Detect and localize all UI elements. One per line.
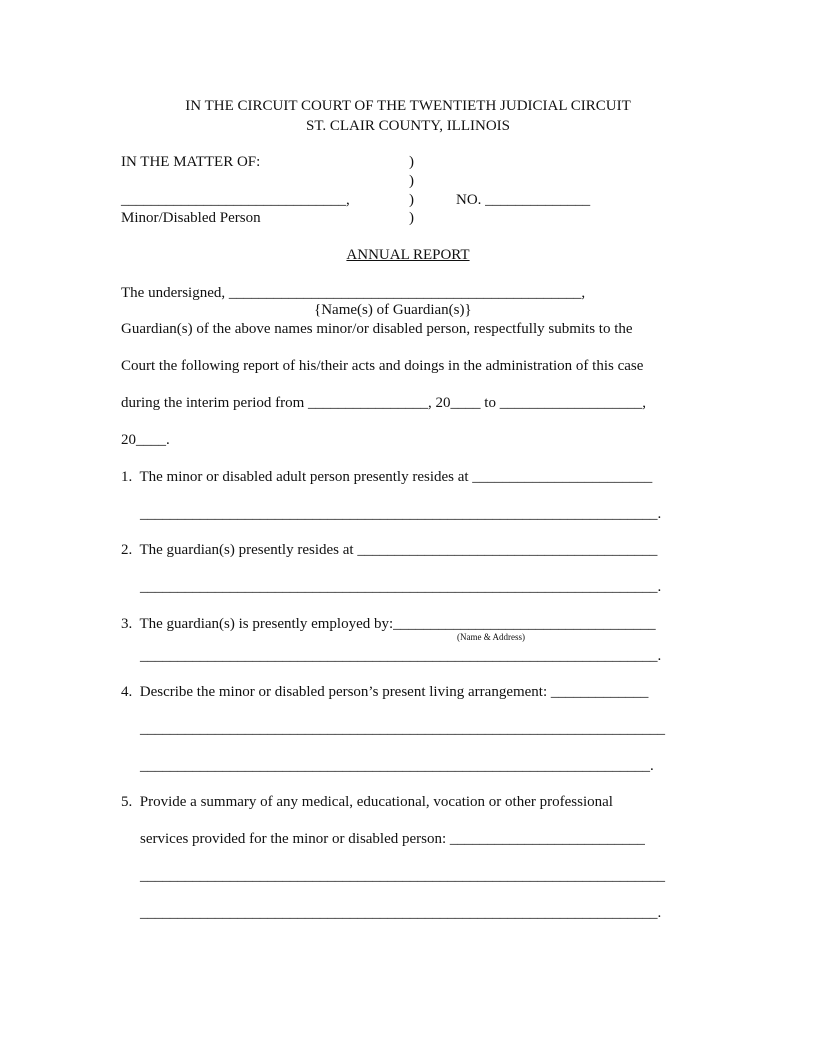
document-title: ANNUAL REPORT [346,247,470,263]
period-fields[interactable]: during the interim period from ________________, 20____ to ___________________, [121,395,646,411]
party-label: Minor/Disabled Person [121,210,261,226]
caption-paren: ) [409,210,414,226]
item-5-services-field[interactable]: services provided for the minor or disabled person: __________________________ [140,831,645,847]
caption-paren: ) [409,173,414,189]
item-3-guardian-employer[interactable]: 3. The guardian(s) is presently employed by:___________________________________ [121,616,656,632]
item-2-blank-line[interactable]: _____________________________________________________________________. [140,579,662,595]
item-4-living-arrangement[interactable]: 4. Describe the minor or disabled person’s present living arrangement: _____________ [121,684,649,700]
intro-text: Court the following report of his/their acts and doings in the administration of this case [121,358,644,374]
item-1-minor-residence[interactable]: 1. The minor or disabled adult person presently resides at ________________________ [121,469,653,485]
employer-caption: (Name & Address) [457,632,525,642]
item-3-blank-line[interactable]: _____________________________________________________________________. [140,648,662,664]
item-2-guardian-residence[interactable]: 2. The guardian(s) presently resides at ________________________________________ [121,542,658,558]
item-5-blank-line[interactable]: ______________________________________________________________________ [140,868,665,884]
item-5-services-text: 5. Provide a summary of any medical, educational, vocation or other professional [121,794,613,810]
item-5-blank-line[interactable]: _____________________________________________________________________. [140,905,662,921]
county-name: ST. CLAIR COUNTY, ILLINOIS [305,118,511,134]
guardian-name-caption: {Name(s) of Guardian(s)} [314,302,472,318]
minor-name-field[interactable]: ______________________________, [121,192,350,208]
court-name: IN THE CIRCUIT COURT OF THE TWENTIETH JUDICIAL CIRCUIT [185,98,631,114]
period-year-field[interactable]: 20____. [121,432,170,448]
item-4-blank-line[interactable]: ______________________________________________________________________ [140,721,665,737]
caption-paren: ) [409,192,414,208]
item-1-blank-line[interactable]: _____________________________________________________________________. [140,506,662,522]
case-number-field[interactable]: NO. ______________ [456,192,591,208]
matter-label: IN THE MATTER OF: [121,154,261,170]
caption-paren: ) [409,154,414,170]
guardian-name-field[interactable]: The undersigned, _______________________________________________, [121,285,586,301]
item-4-blank-line[interactable]: ____________________________________________________________________. [140,758,654,774]
intro-text: Guardian(s) of the above names minor/or disabled person, respectfully submits to the [121,321,633,337]
